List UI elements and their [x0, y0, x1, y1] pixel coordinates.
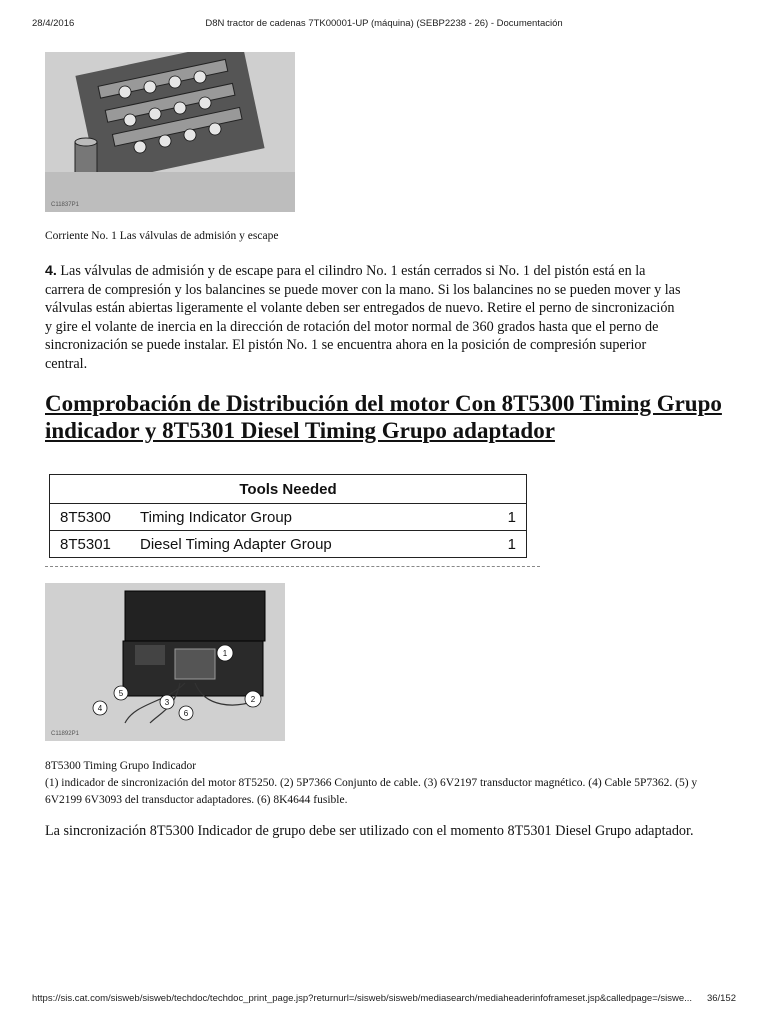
- figure-caption: [45, 758, 735, 809]
- callout-label: 1: [222, 649, 228, 658]
- body-paragraph: La sincronización 8T5300 Indicador de grupo debe ser utilizado con el momento 8T5301 Diesel Grupo adaptador.: [45, 823, 694, 839]
- quantity: 1: [476, 531, 527, 558]
- valve-rocker-illustration: [45, 52, 295, 212]
- part-description: Timing Indicator Group: [130, 504, 476, 531]
- step-paragraph: [45, 262, 685, 373]
- step-number: 4.: [45, 263, 57, 279]
- figure-caption-body: (1) indicador de sincronización del motor 8T5250. (2) 5P7366 Conjunto de cable. (3) 6V2197 transductor magnético. (4) Cable 5P7362. (5) y 6V2199 6V3093 del transductor adaptadores. (6) 8K4644 fusible.: [45, 777, 698, 806]
- source-url-link[interactable]: https://sis.cat.com/sisweb/sisweb/techdoc/techdoc_print_page.jsp?returnurl=/sisweb/sisweb/mediasearch/mediaheaderinfoframeset.jsp&calledpage=/siswe...: [32, 993, 692, 1004]
- dashed-divider: [45, 566, 540, 567]
- print-date: 28/4/2016: [32, 18, 75, 29]
- part-description: Diesel Timing Adapter Group: [130, 531, 476, 558]
- part-number: 8T5301: [50, 531, 131, 558]
- print-footer: [32, 993, 736, 1007]
- callout-label: 6: [183, 709, 189, 718]
- table-row: [50, 504, 527, 531]
- photo-id: C11837P1: [51, 202, 79, 208]
- timing-indicator-photo: [45, 583, 285, 741]
- photo-id: C11892P1: [51, 731, 79, 737]
- callout-label: 3: [164, 698, 170, 707]
- tools-needed-table: [49, 474, 527, 558]
- document-title: D8N tractor de cadenas 7TK00001-UP (máquina) (SEBP2238 - 26) - Documentación: [205, 18, 563, 29]
- quantity: 1: [476, 504, 527, 531]
- timing-indicator-illustration: [45, 583, 285, 741]
- callout-label: 4: [97, 704, 103, 713]
- valve-rocker-photo: [45, 52, 295, 212]
- table-row: [50, 531, 527, 558]
- step-text: Las válvulas de admisión y de escape para el cilindro No. 1 están cerrados si No. 1 del pistón está en la carrera de compresión y los balancines se puede mover con la mano. Si los balancines no se pueden mover y las válvulas están abiertas ligeramente el volante deben ser entregados de nuevo. Retire el perno de sincronización y gire el volante de inercia en la dirección de rotación del motor normal de 360 grados hasta que el perno de sincronización se puede instalar. El pistón No. 1 se encuentra ahora en la posición de compresión superior central.: [45, 263, 681, 372]
- callout-label: 5: [118, 689, 124, 698]
- table-header: Tools Needed: [50, 475, 527, 504]
- figure-caption: Corriente No. 1 Las válvulas de admisión y escape: [45, 230, 279, 242]
- page-number: 36/152: [706, 993, 736, 1004]
- part-number: 8T5300: [50, 504, 131, 531]
- figure-caption-title: 8T5300 Timing Grupo Indicador: [45, 760, 197, 772]
- section-heading: Comprobación de Distribución del motor Con 8T5300 Timing Grupo indicador y 8T5301 Diesel Timing Grupo adaptador: [45, 391, 722, 443]
- print-header: [32, 18, 736, 32]
- callout-label: 2: [250, 695, 256, 704]
